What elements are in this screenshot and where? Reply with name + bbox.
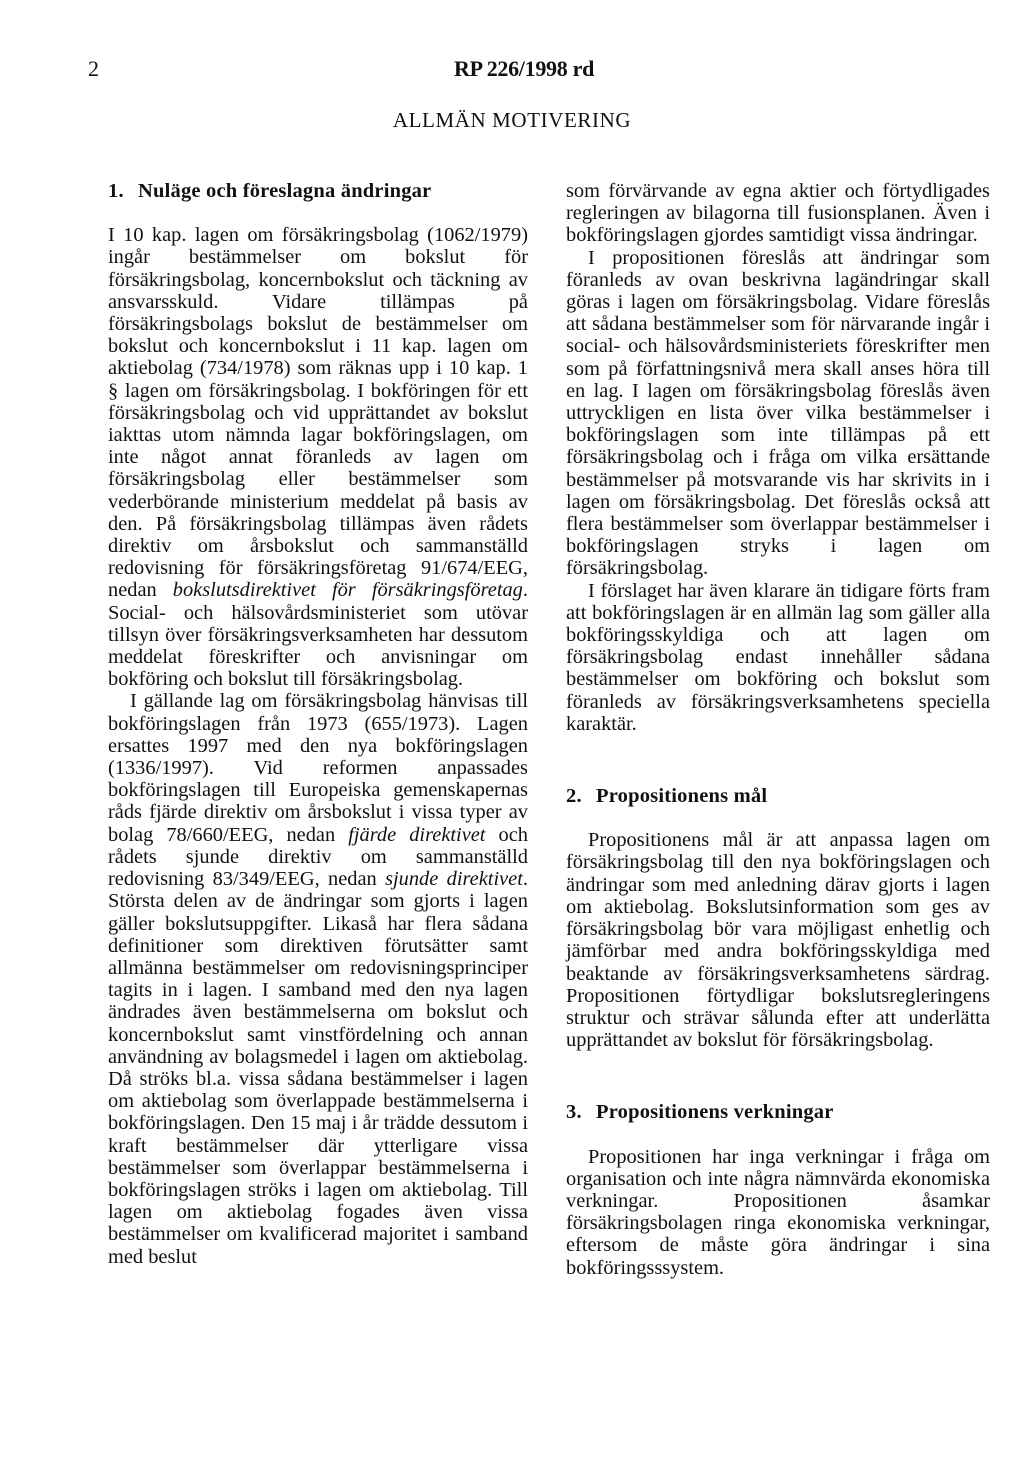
heading-number: 3. <box>566 1101 582 1124</box>
left-column <box>108 180 528 1268</box>
heading-verkningar <box>566 1101 990 1123</box>
heading-title: Nuläge och föreslagna ändringar <box>138 180 432 202</box>
heading-number: 2. <box>566 785 582 808</box>
paragraph-nulage-2: I gällande lag om försäkringsbolag hänvisas till bokföringslagen från 1973 (655/1973). Lagen ersattes 1997 med den nya bokföringslagen (1336/1997). Vid reformen anpassades bokföringslagen till Europeiska gemenskapernas råds fjärde direktiv om årsbokslut i vissa typer av bolag 78/660/EEG, nedan fjärde direktivet och rådets sjunde direktiv om sammanställd redovisning 83/349/EEG, nedan sjunde direktivet. Största delen av de ändringar som gjorts i lagen gäller bokslutsuppgifter. Likaså har flera sådana definitioner som direktiven förutsätter samt allmänna bestämmelser om redovisningsprinciper tagits in i lagen. I samband med den nya lagen ändrades även bestämmelserna om bokslut och koncernbokslut samt vinstfördelning och annan användning av bolagsmedel i lagen om aktiebolag. Då ströks bl.a. vissa sådana bestämmelser i lagen om aktiebolag som överlappade bestämmelserna i bokföringslagen. Den 15 maj i år trädde dessutom i kraft bestämmelser där ytterligare vissa bestämmelser som överlappar bestämmelserna i bokföringslagen ströks i lagen om aktiebolag. Till lagen om aktiebolag fogades även vissa bestämmelser om kvalificerad majoritet i samband med beslut <box>108 690 528 1268</box>
paragraph-verkningar: Propositionen har inga verkningar i fråga om organisation och inte några nämnvärda ekonomiska verkningar. Propositionen åsamkar försäkringsbolagen ringa ekonomiska verkningar, eftersom de måste göra ändringar i sina bokföringsssystem. <box>566 1145 990 1279</box>
paragraph-nulage-4: I förslaget har även klarare än tidigare förts fram att bokföringslagen är en allmän lag som gäller alla bokföringsskyldiga och att lagen om försäkringsbolag endast innehåller sådana bestämmelser om bokföring och bokslut som föranleds av försäkringsverksamhetens speciella karaktär. <box>566 579 990 735</box>
paragraph-nulage-3: I propositionen föreslås att ändringar som föranleds av ovan beskrivna lagändringar skall göras i lagen om försäkringsbolag. Vidare föreslås att sådana bestämmelser som för närvarande ingår i social- och hälsovårdsministeriets föreskrifter men som på författningsnivå mera skall anses höra till en lag. I lagen om försäkringsbolag föreslås även uttryckligen en lista över vilka bestämmelser i bokföringslagen som inte tillämpas på ett försäkringsbolag och i fråga om vilka ersättande bestämmelser på motsvarande vis har skrivits in i lagen om försäkringsbolag. Det föreslås också att flera bestämmelser som överlappar bestämmelser i bokföringslagen stryks i lagen om försäkringsbolag. <box>566 246 990 580</box>
page-number: 2 <box>88 56 99 81</box>
paragraph-continuation: som förvärvande av egna aktier och förtydligades regleringen av bilagorna till fusionsplanen. Även i bokföringslagen gjordes samtidigt vissa ändringar. <box>566 180 990 247</box>
heading-title: Propositionens mål <box>596 785 768 808</box>
paragraph-nulage-1: I 10 kap. lagen om försäkringsbolag (1062/1979) ingår bestämmelser om bokslut för försäkringsbolag, koncernbokslut och täckning av ansvarsskuld. Vidare tillämpas på försäkringsbolags bokslut de bestämmelser om bokslut och koncernbokslut i 11 kap. lagen om aktiebolag (734/1978) som räknas upp i 10 kap. 1 § lagen om försäkringsbolag. I bokföringen för ett försäkringsbolag och vid upprättandet av bokslut iakttas utom nämnda lagar bokföringslagen, om inte något annat föranleds av lagen om försäkringsbolag eller bestämmelser som vederbörande ministerium meddelat på basis av den. På försäkringsbolag tillämpas även rådets direktiv om årsbokslut och sammanställd redovisning för försäkringsföretag 91/674/EEG, nedan bokslutsdirektivet för försäkringsföretag. Social- och hälsovårdsministeriet som utövar tillsyn över försäkringsverksamheten har dessutom meddelat föreskrifter och anvisningar om bokföring och bokslut till försäkringsbolag. <box>108 224 528 691</box>
section-title: ALLMÄN MOTIVERING <box>392 108 632 132</box>
heading-number: 1. <box>108 180 124 202</box>
heading-nulage <box>108 180 528 202</box>
heading-mal <box>566 785 990 807</box>
right-column <box>566 180 990 1279</box>
heading-title: Propositionens verkningar <box>596 1101 834 1124</box>
document-reference: RP 226/1998 rd <box>454 56 595 81</box>
paragraph-mal: Propositionens mål är att anpassa lagen om försäkringsbolag till den nya bokföringslagen och ändringar som med anledning därav gjorts i lagen om aktiebolag. Bokslutsinformation som ges av försäkringsbolag bör vara möjligast enhetlig och jämförbar med andra bokföringsskyldiga med beaktande av försäkringsverksamhetens särdrag. Propositionen förtydligar bokslutsregleringens struktur och strävar sålunda efter att underlätta upprättandet av bokslut för försäkringsbolag. <box>566 829 990 1052</box>
